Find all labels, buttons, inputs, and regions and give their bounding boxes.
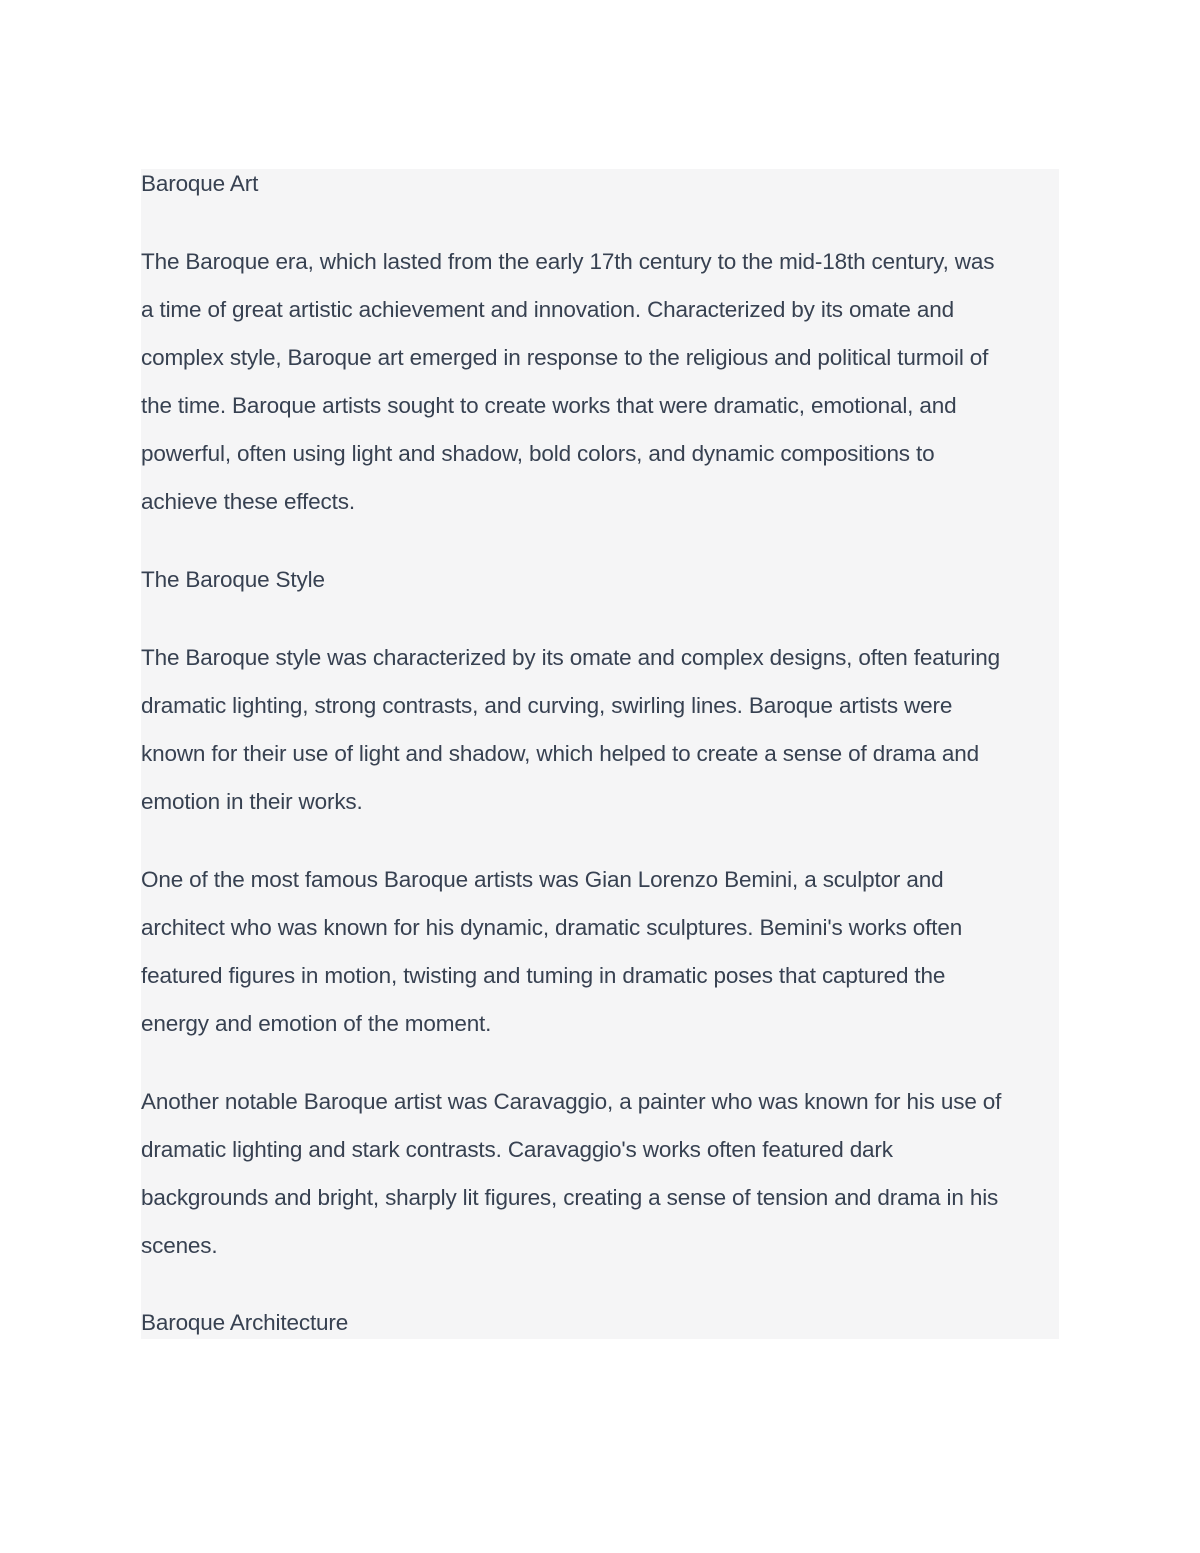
paragraph-line: featured figures in motion, twisting and tuming in dramatic poses that captured the [141, 963, 946, 988]
paragraph-line: One of the most famous Baroque artists was Gian Lorenzo Bemini, a sculptor and [141, 867, 944, 892]
section-heading-baroque-architecture: Baroque Architecture [141, 1310, 349, 1335]
paragraph-line: energy and emotion of the moment. [141, 1011, 492, 1036]
paragraph-line: scenes. [141, 1233, 218, 1258]
intro-line: achieve these effects. [141, 489, 355, 514]
intro-line: powerful, often using light and shadow, bold colors, and dynamic compositions to [141, 441, 935, 466]
intro-line: a time of great artistic achievement and innovation. Characterized by its omate and [141, 297, 954, 322]
paragraph-line: dramatic lighting, strong contrasts, and curving, swirling lines. Baroque artists were [141, 693, 953, 718]
document-title: Baroque Art [141, 171, 259, 196]
intro-line: The Baroque era, which lasted from the early 17th century to the mid-18th century, was [141, 249, 995, 274]
paragraph-line: emotion in their works. [141, 789, 363, 814]
intro-line: complex style, Baroque art emerged in response to the religious and political turmoil of [141, 345, 989, 370]
text-content-block [141, 169, 1059, 1339]
paragraph-line: backgrounds and bright, sharply lit figures, creating a sense of tension and drama in his [141, 1185, 999, 1210]
section-heading-baroque-style: The Baroque Style [141, 567, 325, 592]
paragraph-line: The Baroque style was characterized by its omate and complex designs, often featuring [141, 645, 1000, 670]
paragraph-line: architect who was known for his dynamic, dramatic sculptures. Bemini's works often [141, 915, 963, 940]
intro-line: the time. Baroque artists sought to create works that were dramatic, emotional, and [141, 393, 957, 418]
paragraph-line: dramatic lighting and stark contrasts. Caravaggio's works often featured dark [141, 1137, 893, 1162]
paragraph-line: Another notable Baroque artist was Caravaggio, a painter who was known for his use of [141, 1089, 1002, 1114]
paragraph-line: known for their use of light and shadow, which helped to create a sense of drama and [141, 741, 979, 766]
